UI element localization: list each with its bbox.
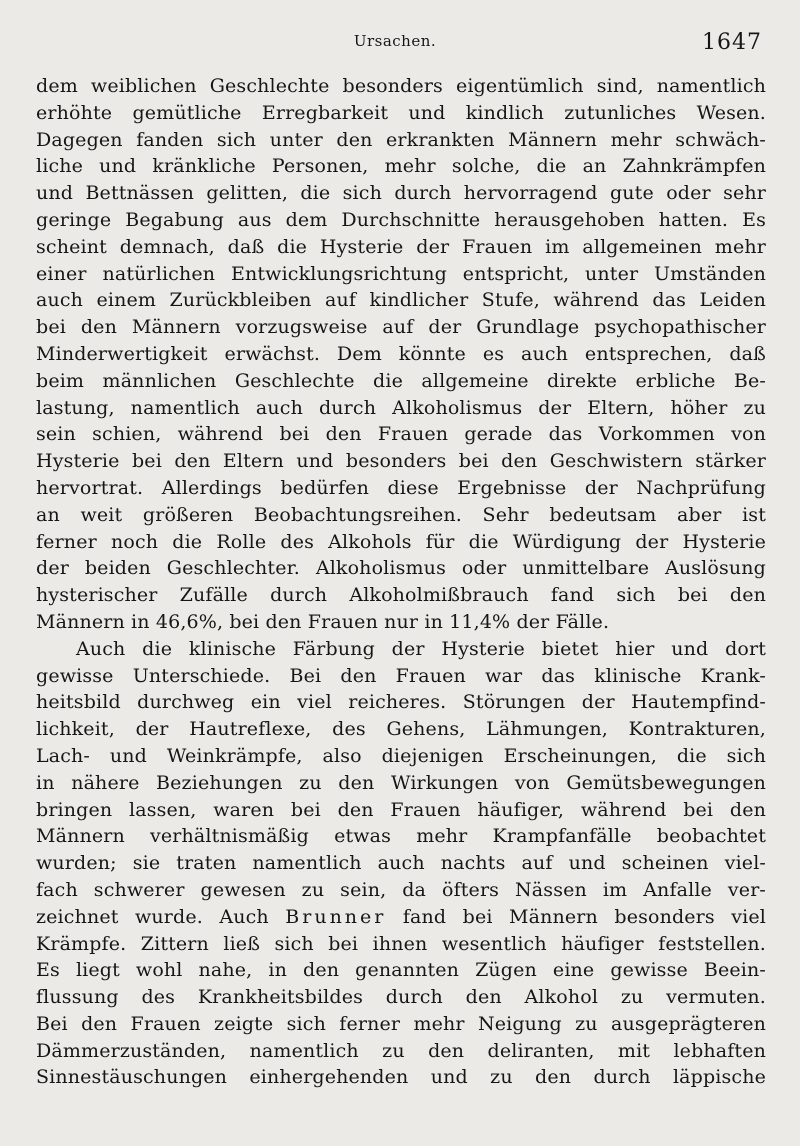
text-line: Krämpfe. Zittern ließ sich bei ihnen wesentlich häufiger feststellen. [36, 932, 766, 955]
running-title: Ursachen. [353, 32, 437, 50]
text-line: Bei den Frauen zeigte sich ferner mehr Neigung zu ausgeprägteren [36, 1012, 766, 1035]
text-line: Auch die klinische Färbung der Hysterie bietet hier und dort [76, 637, 766, 660]
text-line: ferner noch die Rolle des Alkohols für die Würdigung der Hysterie [36, 530, 766, 553]
text-line: heitsbild durchweg ein viel reicheres. Störungen der Hautempfind- [36, 691, 766, 714]
text-line: Dagegen fanden sich unter den erkrankten Männern mehr schwäch- [36, 128, 766, 151]
text-line: hysterischer Zufälle durch Alkoholmißbrauch fand sich bei den [36, 584, 766, 607]
text-line: scheint demnach, daß die Hysterie der Frauen im allgemeinen mehr [36, 235, 766, 258]
text-line: Es liegt wohl nahe, in den genannten Zügen eine gewisse Beein- [36, 959, 766, 982]
text-line: Hysterie bei den Eltern und besonders bei den Geschwistern stärker [36, 450, 766, 473]
text-line: lastung, namentlich auch durch Alkoholismus der Eltern, höher zu [36, 396, 766, 419]
text-line: lichkeit, der Hautreflexe, des Gehens, Lähmungen, Kontrakturen, [36, 718, 766, 741]
text-line: Minderwertigkeit erwächst. Dem könnte es auch entsprechen, daß [36, 342, 766, 365]
text-line: und Bettnässen gelitten, die sich durch hervorragend gute oder sehr [36, 182, 766, 205]
running-head [0, 30, 800, 58]
text-line: auch einem Zurückbleiben auf kindlicher Stufe, während das Leiden [36, 289, 766, 312]
text-line: bei den Männern vorzugsweise auf der Grundlage psychopathischer [36, 316, 766, 339]
text-line: liche und kränkliche Personen, mehr solche, die an Zahnkrämpfen [36, 155, 766, 178]
text-line [36, 904, 766, 931]
text-line: wurden; sie traten namentlich auch nachts auf und scheinen viel- [36, 852, 766, 875]
text-segment: zeichnet wurde. Auch [36, 905, 269, 928]
text-line: geringe Begabung aus dem Durchschnitte herausgehoben hatten. Es [36, 208, 766, 231]
text-line: sein schien, während bei den Frauen gerade das Vorkommen von [36, 423, 766, 446]
text-line: Männern verhältnismäßig etwas mehr Krampfanfälle beobachtet [36, 825, 766, 848]
text-line: fach schwerer gewesen zu sein, da öfters Nässen im Anfalle ver- [36, 878, 766, 901]
text-line: Sinnestäuschungen einhergehenden und zu den durch läppische [36, 1066, 766, 1089]
text-line: bringen lassen, waren bei den Frauen häufiger, während bei den [36, 798, 766, 821]
text-line: Lach- und Weinkrämpfe, also diejenigen Erscheinungen, die sich [36, 744, 766, 767]
text-line: dem weiblichen Geschlechte besonders eigentümlich sind, namentlich [36, 75, 766, 97]
text-line: der beiden Geschlechter. Alkoholismus oder unmittelbare Auslösung [36, 557, 766, 580]
author-name: Brunner [285, 905, 387, 928]
text-line: an weit größeren Beobachtungsreihen. Sehr bedeutsam aber ist [36, 503, 766, 526]
page-number: 1647 [702, 30, 762, 55]
text-line: einer natürlichen Entwicklungsrichtung entspricht, unter Umständen [36, 262, 766, 285]
text-line: hervortrat. Allerdings bedürfen diese Ergebnisse der Nachprüfung [36, 476, 766, 499]
text-line: Männern in 46,6%, bei den Frauen nur in 11,4% der Fälle. [36, 610, 610, 633]
text-line: flussung des Krankheitsbildes durch den Alkohol zu vermuten. [36, 986, 766, 1009]
body-text [36, 73, 766, 1091]
text-segment: fand bei Männern besonders viel [402, 905, 766, 928]
text-line: gewisse Unterschiede. Bei den Frauen war das klinische Krank- [36, 664, 766, 687]
text-line: in nähere Beziehungen zu den Wirkungen von Gemütsbewegungen [36, 771, 766, 794]
text-line: erhöhte gemütliche Erregbarkeit und kindlich zutunliches Wesen. [36, 101, 766, 124]
text-line: Dämmerzuständen, namentlich zu den deliranten, mit lebhaften [36, 1039, 766, 1062]
text-line: beim männlichen Geschlechte die allgemeine direkte erbliche Be- [36, 369, 766, 392]
